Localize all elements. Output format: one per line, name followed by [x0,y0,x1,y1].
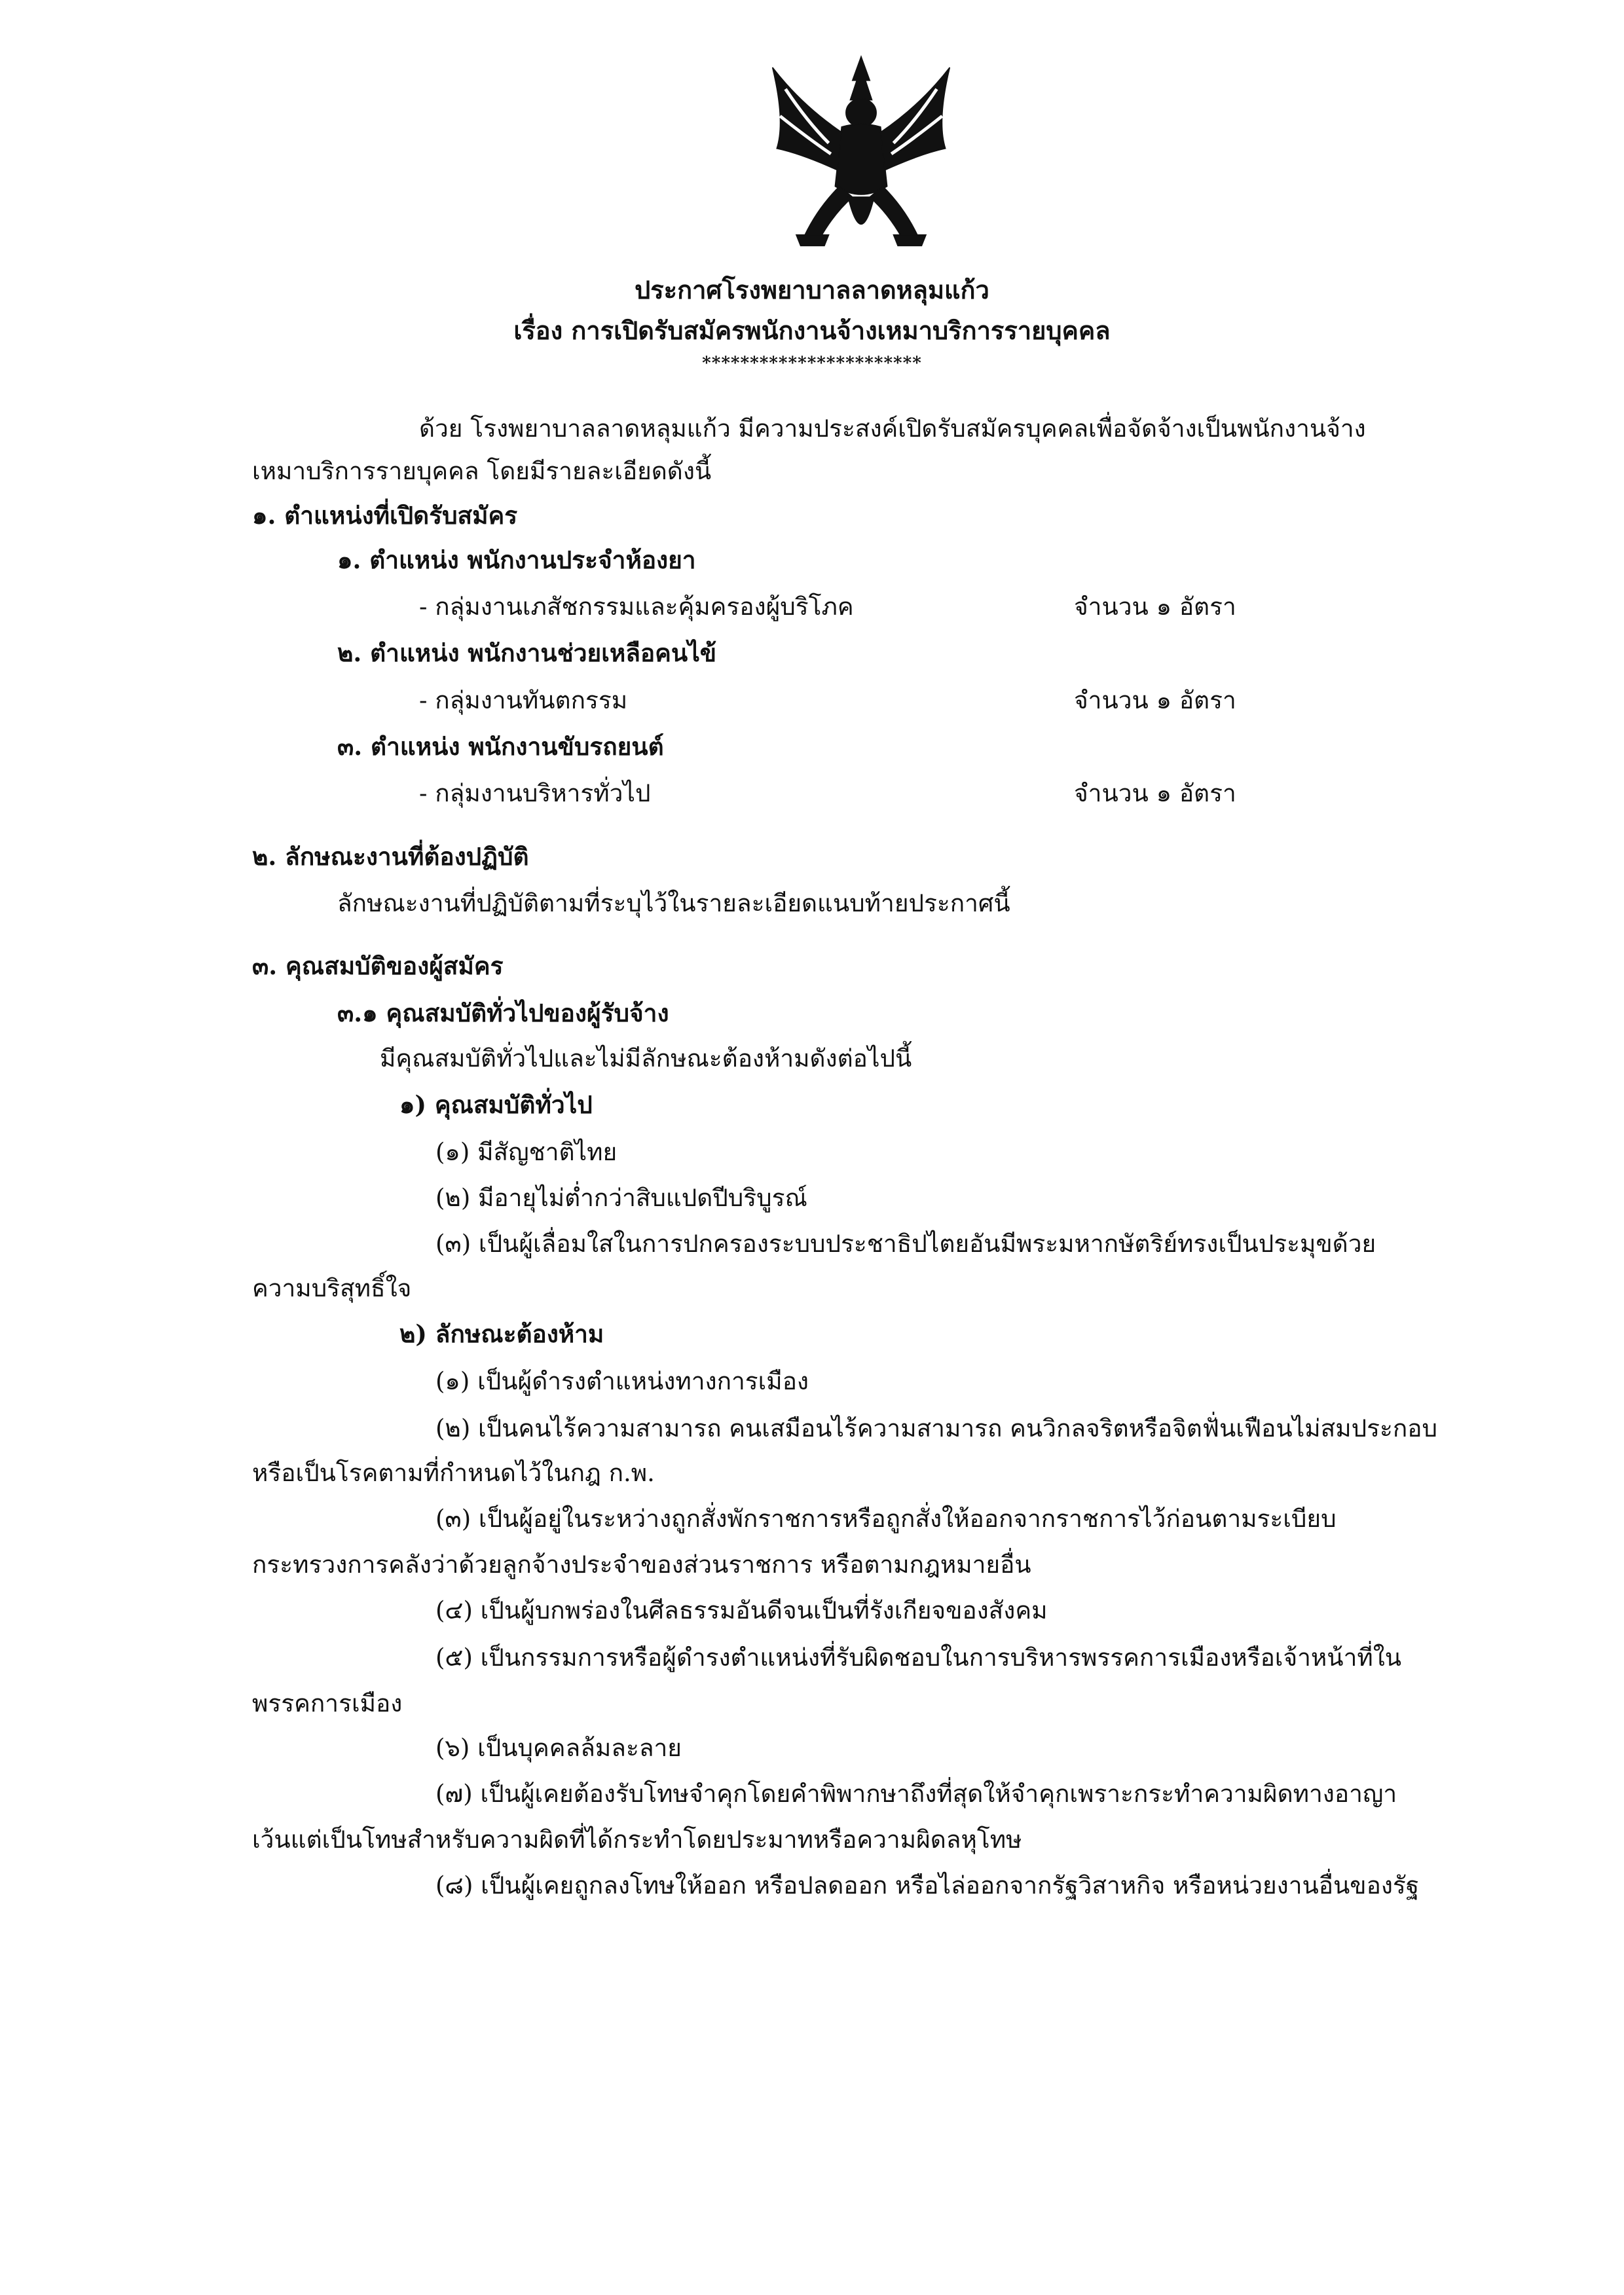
section-3-1-heading: ๓.๑ คุณสมบัติทั่วไปของผู้รับจ้าง [337,999,669,1027]
prohibited-heading: ๒) ลักษณะต้องห้าม [399,1319,604,1348]
general-item-2: (๒) มีอายุไม่ต่ำกว่าสิบแปดปีบริบูรณ์ [435,1184,807,1212]
intro-line-1: ด้วย โรงพยาบาลลาดหลุมแก้ว มีความประสงค์เปิดรับสมัครบุคคลเพื่อจัดจ้างเป็นพนักงานจ้าง [419,414,1366,443]
prohibited-item-7: (๗) เป็นผู้เคยต้องรับโทษจำคุกโดยคำพิพากษาถึงที่สุดให้จำคุกเพราะกระทำความผิดทางอาญา [435,1780,1397,1808]
general-qualifications-heading: ๑) คุณสมบัติทั่วไป [399,1090,593,1119]
position-1-group: - กลุ่มงานเภสัชกรรมและคุ้มครองผู้บริโภค [419,593,854,621]
position-2-count: จำนวน ๑ อัตรา [1074,686,1236,714]
prohibited-item-5-cont: พรรคการเมือง [252,1689,403,1717]
prohibited-item-1: (๑) เป็นผู้ดำรงตำแหน่งทางการเมือง [435,1367,809,1395]
position-1-title: ๑. ตำแหน่ง พนักงานประจำห้องยา [337,545,696,574]
prohibited-item-3-cont: กระทรวงการคลังว่าด้วยลูกจ้างประจำของส่วนราชการ หรือตามกฎหมายอื่น [252,1551,1031,1579]
prohibited-item-5: (๕) เป็นกรรมการหรือผู้ดำรงตำแหน่งที่รับผิดชอบในการบริหารพรรคการเมืองหรือเจ้าหน้าที่ใน [435,1643,1402,1672]
section-2-text: ลักษณะงานที่ปฏิบัติตามที่ระบุไว้ในรายละเอียดแนบท้ายประกาศนี้ [337,889,1010,917]
title-divider: *********************** [702,354,922,373]
prohibited-item-8: (๘) เป็นผู้เคยถูกลงโทษให้ออก หรือปลดออก หรือไล่ออกจากรัฐวิสาหกิจ หรือหน่วยงานอื่นของรัฐ [435,1871,1420,1900]
position-2-group: - กลุ่มงานทันตกรรม [419,686,628,714]
general-item-3-cont: ความบริสุทธิ์ใจ [252,1274,412,1302]
prohibited-item-3: (๓) เป็นผู้อยู่ในระหว่างถูกสั่งพักราชการหรือถูกสั่งให้ออกจากราชการไว้ก่อนตามระเบียบ [435,1505,1337,1533]
prohibited-item-7-cont: เว้นแต่เป็นโทษสำหรับความผิดที่ได้กระทำโดยประมาทหรือความผิดลหุโทษ [252,1826,1022,1854]
general-item-1: (๑) มีสัญชาติไทย [435,1138,618,1166]
garuda-emblem-icon [753,46,969,262]
prohibited-item-2-cont: หรือเป็นโรคตามที่กำหนดไว้ในกฎ ก.พ. [252,1459,655,1487]
section-1-heading: ๑. ตำแหน่งที่เปิดรับสมัคร [252,501,518,530]
section-2-heading: ๒. ลักษณะงานที่ต้องปฏิบัติ [252,842,529,871]
prohibited-item-4: (๔) เป็นผู้บกพร่องในศีลธรรมอันดีจนเป็นที่รังเกียจของสังคม [435,1596,1048,1625]
prohibited-item-6: (๖) เป็นบุคคลล้มละลาย [435,1734,682,1762]
position-3-group: - กลุ่มงานบริหารทั่วไป [419,779,651,807]
position-3-title: ๓. ตำแหน่ง พนักงานขับรถยนต์ [337,732,664,761]
section-3-1-intro: มีคุณสมบัติทั่วไปและไม่มีลักษณะต้องห้ามดังต่อไปนี้ [380,1044,912,1073]
position-1-count: จำนวน ๑ อัตรา [1074,593,1236,621]
prohibited-item-2: (๒) เป็นคนไร้ความสามารถ คนเสมือนไร้ความสามารถ คนวิกลจริตหรือจิตฟั่นเฟือนไม่สมประกอบ [435,1414,1437,1442]
section-3-heading: ๓. คุณสมบัติของผู้สมัคร [252,951,504,980]
document-subject: เรื่อง การเปิดรับสมัครพนักงานจ้างเหมาบริการรายบุคคล [513,316,1111,345]
position-2-title: ๒. ตำแหน่ง พนักงานช่วยเหลือคนไข้ [337,638,717,667]
document-title: ประกาศโรงพยาบาลลาดหลุมแก้ว [635,275,989,304]
intro-line-2: เหมาบริการรายบุคคล โดยมีรายละเอียดดังนี้ [252,457,712,485]
general-item-3: (๓) เป็นผู้เลื่อมใสในการปกครองระบบประชาธิปไตยอันมีพระมหากษัตริย์ทรงเป็นประมุขด้วย [435,1230,1376,1258]
position-3-count: จำนวน ๑ อัตรา [1074,779,1236,807]
